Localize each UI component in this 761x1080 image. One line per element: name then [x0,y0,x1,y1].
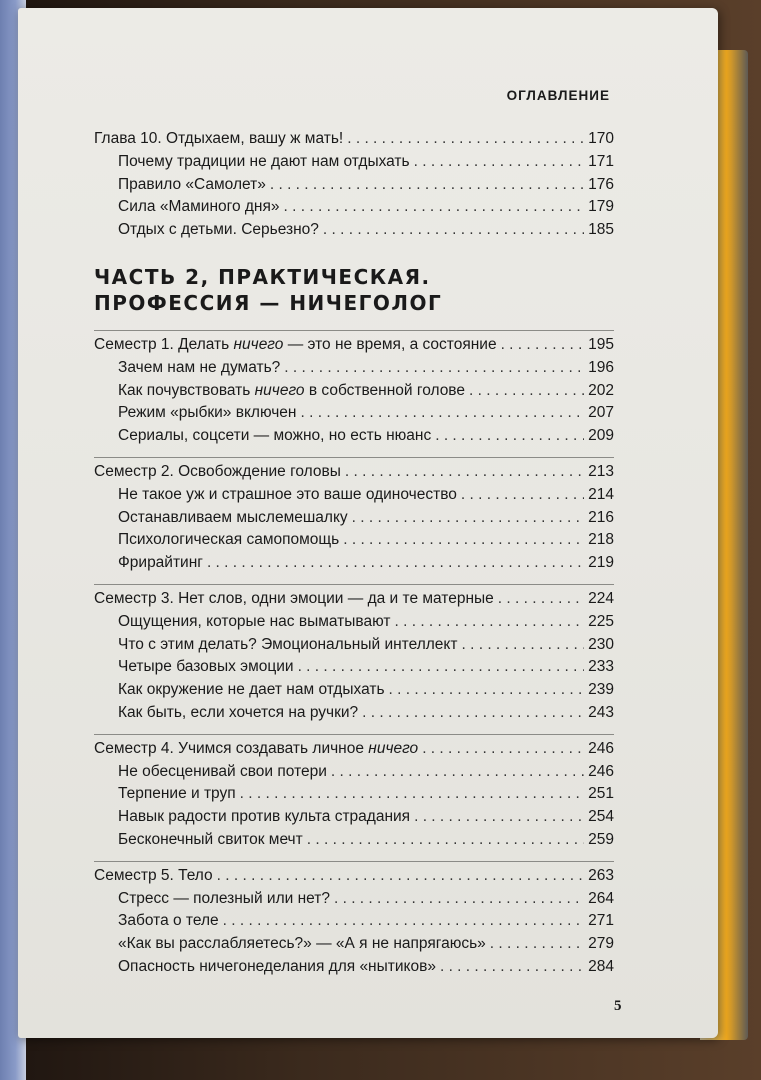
section-gap [94,575,614,584]
subsection-entry [94,956,614,979]
subsection-title-text: «Как вы расслабляетесь?» — «А я не напрягаюсь» [118,935,486,953]
leader-dots [284,196,585,219]
subsection-title-text: Психологическая самопомощь [118,531,340,549]
page-number: 271 [588,912,614,930]
leader-dots [490,933,584,956]
leader-dots [307,829,584,852]
subsection-entry [94,806,614,829]
semester-title-text: Семестр 2. Освобождение головы [94,462,341,480]
page-number: 225 [588,612,614,630]
subsection-entry [94,357,614,380]
subsection-title-text: Как почувствовать [118,381,255,399]
leader-dots [345,461,584,484]
subsection-entry [94,656,614,679]
page-number: 170 [588,130,614,147]
semester-title-text: Семестр 4. Учимся создавать личное [94,739,369,757]
subsection-entry [94,552,614,575]
semester-entry [94,865,614,888]
page-number: 263 [588,866,614,884]
subsection-entry [94,910,614,933]
subsection-title-text: Не такое уж и страшное это ваше одиночество [118,485,457,503]
page-number: 246 [588,762,614,780]
semester-title-text: Семестр 3. Нет слов, одни эмоции — да и те матерные [94,589,494,607]
subsection-title [118,656,294,679]
subsection-title [118,402,297,425]
semester-title-emphasis: ничего [233,335,284,353]
page-number: 230 [588,635,614,653]
subsection-title-text: Зачем нам не думать? [118,358,281,376]
subsection-entry [94,783,614,806]
subsection-title: Почему традиции не дают нам отдыхать [118,152,410,170]
page-number: 243 [588,703,614,721]
leader-dots [394,611,584,634]
page-number: 196 [588,358,614,376]
subsection-title [118,552,203,575]
leader-dots [207,552,584,575]
page-number: 207 [588,404,614,422]
page-number: 213 [588,462,614,480]
leader-dots [501,334,585,357]
subsection-title [118,425,431,448]
subsection-title-text: Бесконечный свиток мечт [118,830,303,848]
leader-dots [461,484,584,507]
subsection-entry [94,484,614,507]
semester-title [94,865,213,888]
subsection-title-text: Стресс — полезный или нет? [118,889,330,907]
subsection-title: Сила «Маминого дня» [118,198,280,216]
table-of-contents [94,128,614,979]
section-gap [94,448,614,457]
leader-dots [362,702,584,725]
subsection-entry [94,174,614,197]
subsection-title-text: Фрирайтинг [118,554,203,572]
subsection-title [118,910,219,933]
part-heading-line-2: ПРОФЕССИЯ — НИЧЕГОЛОГ [94,290,443,315]
subsection-entry [94,380,614,403]
subsection-title-emphasis: ничего [254,381,305,399]
subsection-entry [94,151,614,174]
page-number: 284 [588,957,614,975]
page-number: 246 [588,739,614,757]
semester-title [94,461,341,484]
leader-dots [461,634,584,657]
subsection-title [118,783,236,806]
leader-dots [240,783,584,806]
subsection-entry [94,829,614,852]
subsection-entry [94,702,614,725]
leader-dots [414,151,585,174]
semester-title [94,738,418,761]
page-number: 264 [588,889,614,907]
subsection-entry [94,425,614,448]
subsection-title [118,933,486,956]
chapter-entry [94,128,614,151]
semester-entry [94,334,614,357]
subsection-title-text: Ощущения, которые нас выматывают [118,612,391,630]
section-rule [94,457,614,458]
subsection-title [118,529,339,552]
subsection-entry [94,529,614,552]
leader-dots [498,588,584,611]
subsection-entry [94,888,614,911]
page-number: 195 [588,335,614,353]
semester-list [94,330,614,979]
subsection-title-text-tail: в собственной голове [304,381,465,399]
subsection-title-text: Как окружение не дает нам отдыхать [118,681,385,699]
section-gap [94,725,614,734]
subsection-title [118,761,327,784]
page-number: 171 [588,152,614,170]
page-number: 254 [588,808,614,826]
subsection-title [118,634,457,657]
subsection-entry [94,933,614,956]
leader-dots [343,529,584,552]
subsection-title-text: Навык радости против культа страдания [118,808,411,826]
subsection-title-text: Сериалы, соцсети — можно, но есть нюанс [118,427,432,445]
section-gap [94,852,614,861]
leader-dots [270,174,584,197]
chapter-title: Глава 10. Отдыхаем, вашу ж мать! [94,130,344,147]
page-number: 219 [588,554,614,572]
subsection-title-text: Четыре базовых эмоции [118,658,294,676]
book-page [18,8,718,1038]
subsection-entry [94,761,614,784]
subsection-title-text: Не обесценивай свои потери [118,762,327,780]
leader-dots [389,679,585,702]
page-number: 176 [588,175,614,193]
subsection-title-text: Останавливаем мыслемешалку [118,508,348,526]
semester-title-text-tail: — это не время, а состояние [283,335,497,353]
leader-dots [352,507,584,530]
subsection-title: Отдых с детьми. Серьезно? [118,221,319,239]
part-heading [94,264,614,316]
subsection-title-text: Как быть, если хочется на ручки? [118,703,359,721]
page-number: 224 [588,589,614,607]
subsection-entry [94,219,614,242]
subsection-entry [94,402,614,425]
leader-dots [217,865,584,888]
subsection-title-text: Опасность ничегонеделания для «нытиков» [118,957,436,975]
page-number: 185 [588,221,614,239]
subsection-title: Правило «Самолет» [118,175,266,193]
leader-dots [323,219,584,242]
semester-title [94,334,497,357]
subsection-entry [94,679,614,702]
leader-dots [298,656,585,679]
leader-dots [422,738,584,761]
section-rule [94,584,614,585]
subsection-title [118,888,330,911]
section-rule [94,861,614,862]
page-number: 202 [588,381,614,399]
leader-dots [435,425,584,448]
leader-dots [469,380,584,403]
subsection-title-text: Забота о теле [118,912,219,930]
subsection-title [118,679,385,702]
subsection-entry [94,196,614,219]
subsection-entry [94,634,614,657]
page-number: 233 [588,658,614,676]
semester-entry [94,588,614,611]
page-number: 251 [588,785,614,803]
subsection-entry [94,507,614,530]
page-number: 239 [588,681,614,699]
leader-dots [414,806,584,829]
page-number: 209 [588,427,614,445]
semester-title-text: Семестр 1. Делать [94,335,234,353]
page-number: 218 [588,531,614,549]
leader-dots [440,956,584,979]
semester-entry [94,461,614,484]
leader-dots [223,910,585,933]
semester-title-text: Семестр 5. Тело [94,866,213,884]
section-rule [94,330,614,331]
semester-entry [94,738,614,761]
part-heading-line-1: ЧАСТЬ 2, ПРАКТИЧЕСКАЯ. [94,264,431,289]
subsection-title [118,507,348,530]
subsection-title [118,829,303,852]
subsection-entry [94,611,614,634]
running-head: ОГЛАВЛЕНИЕ [506,88,610,103]
subsection-title [118,357,280,380]
page-number: 179 [588,198,614,216]
subsection-title [118,702,358,725]
subsection-title [118,611,390,634]
semester-title [94,588,494,611]
page-number: 216 [588,508,614,526]
leader-dots [334,888,584,911]
semester-title-emphasis: ничего [368,739,419,757]
leader-dots [331,761,584,784]
subsection-title [118,956,436,979]
section-rule [94,734,614,735]
subsection-title-text: Что с этим делать? Эмоциональный интеллект [118,635,458,653]
subsection-title-text: Терпение и труп [118,785,236,803]
subsection-title [118,806,410,829]
page-number: 259 [588,830,614,848]
leader-dots [301,402,585,425]
subsection-title [118,380,465,403]
page-number: 279 [588,935,614,953]
leader-dots [284,357,584,380]
page-number: 214 [588,485,614,503]
page-folio: 5 [614,998,622,1014]
subsection-title-text: Режим «рыбки» включен [118,404,297,422]
leader-dots [347,128,584,151]
subsection-title [118,484,457,507]
